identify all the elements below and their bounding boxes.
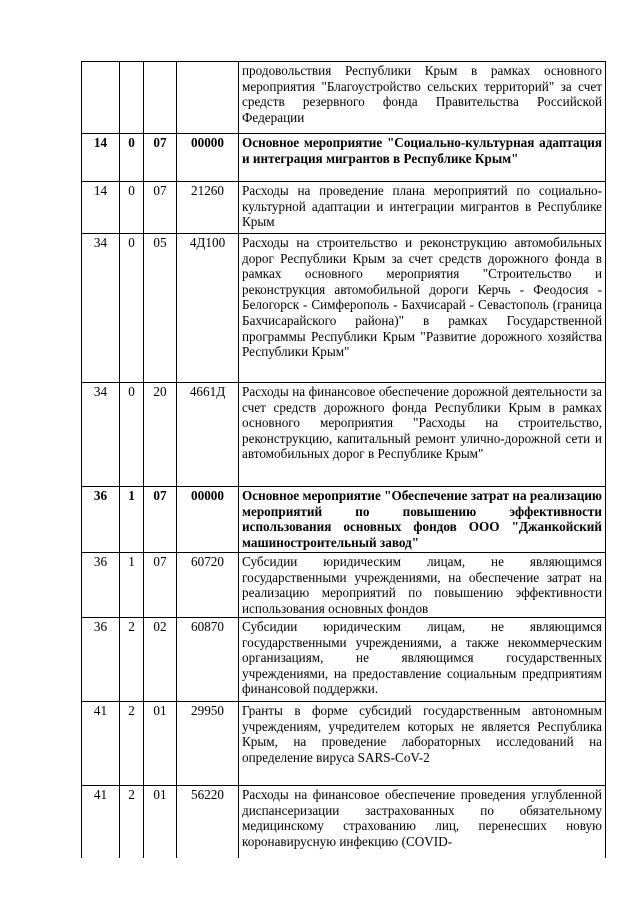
program-code-cell: 14 [82, 134, 120, 182]
event-code-cell: 07 [144, 182, 177, 234]
expense-direction-cell: 56220 [177, 786, 239, 858]
expense-direction-cell: 60720 [177, 553, 239, 618]
table-row [82, 234, 606, 383]
event-code-cell: 01 [144, 702, 177, 786]
subprogram-code-cell: 2 [120, 618, 144, 702]
table-row [82, 553, 606, 618]
program-code-cell: 34 [82, 234, 120, 383]
table-row [82, 702, 606, 786]
subprogram-code-cell: 0 [120, 134, 144, 182]
row-description: Расходы на проведение плана мероприятий по социально-культурной адаптации и интеграции мигрантов в Республике Крым [239, 182, 606, 234]
expense-direction-cell: 60870 [177, 618, 239, 702]
program-code-cell: 34 [82, 383, 120, 487]
row-description: Субсидии юридическим лицам, не являющимся государственными учреждениями, на обеспечение затрат на реализацию мероприятий по повышению эффективности использования основных фондов [239, 553, 606, 618]
event-code-cell: 07 [144, 553, 177, 618]
expense-direction-cell: 21260 [177, 182, 239, 234]
event-code-cell: 07 [144, 487, 177, 553]
event-code-cell: 01 [144, 786, 177, 858]
expense-direction-cell [177, 62, 239, 134]
expense-direction-cell: 4661Д [177, 383, 239, 487]
expense-direction-cell: 00000 [177, 487, 239, 553]
row-description: Гранты в форме субсидий государственным автономным учреждениям, учредителем которых не является Республика Крым, на проведение лабораторных исследований на определение вируса SARS-CoV-2 [239, 702, 606, 786]
program-code-cell: 14 [82, 182, 120, 234]
program-code-cell: 36 [82, 487, 120, 553]
subprogram-code-cell: 0 [120, 234, 144, 383]
row-description: Расходы на финансовое обеспечение дорожной деятельности за счет средств дорожного фонда Республики Крым в рамках основного мероприятия "Расходы на строительство, реконструкцию, капитальный ремонт улично-дорожной сети и автомобильных дорог в Республике Крым" [239, 383, 606, 487]
row-description: Расходы на строительство и реконструкцию автомобильных дорог Республики Крым за счет средств дорожного фонда в рамках основного мероприятия "Строительство и реконструкция автомобильной дороги Керчь - Феодосия - Белогорск - Симферополь - Бахчисарай - Севастополь (граница Бахчисарайского района)" в рамках Государственной программы Республики Крым "Развитие дорожного хозяйства Республики Крым" [239, 234, 606, 383]
table-row [82, 786, 606, 858]
program-code-cell: 36 [82, 618, 120, 702]
program-code-cell [82, 62, 120, 134]
subprogram-code-cell: 1 [120, 487, 144, 553]
table-row [82, 618, 606, 702]
event-code-cell: 07 [144, 134, 177, 182]
expense-direction-cell: 00000 [177, 134, 239, 182]
table-row [82, 182, 606, 234]
program-code-cell: 36 [82, 553, 120, 618]
expense-direction-cell: 4Д100 [177, 234, 239, 383]
table-row [82, 134, 606, 182]
row-description: Субсидии юридическим лицам, не являющимся государственными учреждениями, а также некоммерческим организациям, не являющимся государственных учреждениями, на предоставление социальным предприятиям финансовой поддержки. [239, 618, 606, 702]
expense-direction-cell: 29950 [177, 702, 239, 786]
subprogram-code-cell: 0 [120, 182, 144, 234]
row-description: продовольствия Республики Крым в рамках основного мероприятия "Благоустройство сельских территорий" за счет средств резервного фонда Правительства Российской Федерации [239, 62, 606, 134]
subprogram-code-cell: 2 [120, 702, 144, 786]
budget-classification-table [81, 61, 606, 858]
subprogram-code-cell: 2 [120, 786, 144, 858]
event-code-cell: 02 [144, 618, 177, 702]
row-description: Основное мероприятие "Обеспечение затрат на реализацию мероприятий по повышению эффективности использования основных фондов ООО "Джанкойский машиностроительный завод" [239, 487, 606, 553]
event-code-cell [144, 62, 177, 134]
program-code-cell: 41 [82, 702, 120, 786]
table-row [82, 383, 606, 487]
row-description: Расходы на финансовое обеспечение проведения углубленной диспансеризации застрахованных по обязательному медицинскому страхованию лиц, перенесших новую коронавирусную инфекцию (COVID- [239, 786, 606, 858]
subprogram-code-cell: 1 [120, 553, 144, 618]
row-description: Основное мероприятие "Социально-культурная адаптация и интеграция мигрантов в Республике Крым" [239, 134, 606, 182]
program-code-cell: 41 [82, 786, 120, 858]
subprogram-code-cell: 0 [120, 383, 144, 487]
event-code-cell: 20 [144, 383, 177, 487]
event-code-cell: 05 [144, 234, 177, 383]
table-row [82, 487, 606, 553]
table-row [82, 62, 606, 134]
subprogram-code-cell [120, 62, 144, 134]
